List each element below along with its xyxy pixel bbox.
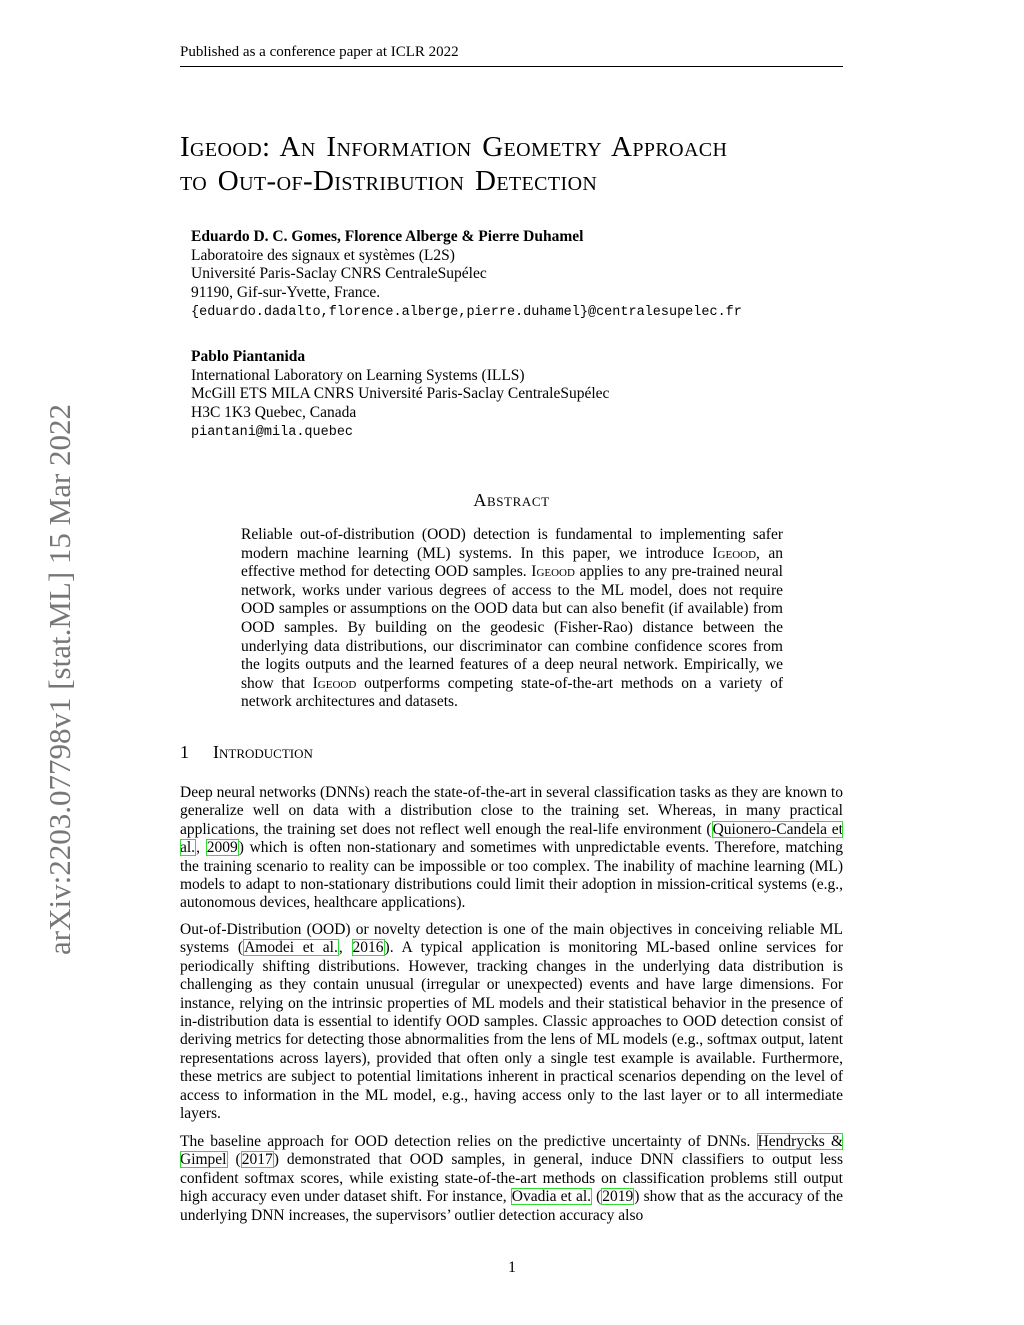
citation-link[interactable]: Ovadia et al.	[511, 1188, 592, 1206]
abstract-text: applies to any pre-trained neural network, works under various degrees of access to the ML model, does not require OOD samples or assumptions on the OOD data but can also benefit (if available) from OOD samples. By building on the geodesic (Fisher-Rao) distance between the underlying data distributions, our discriminator can combine confidence scores from the logits outputs and the learned features of a deep neural network. Empirically, we show that	[241, 563, 783, 692]
affiliation-line: H3C 1K3 Quebec, Canada	[191, 403, 357, 421]
affiliation-line: Laboratoire des signaux et systèmes (L2S)	[191, 246, 455, 264]
paragraph-text: (	[227, 1151, 241, 1169]
author-block-1	[191, 228, 831, 323]
author-email[interactable]: {eduardo.dadalto,florence.alberge,pierre.duhamel}@centralesupelec.fr	[191, 305, 742, 321]
abstract-text: outperforms competing state-of-the-art methods on a variety of network architectures and datasets.	[241, 674, 784, 711]
author-block-2	[191, 348, 831, 443]
running-header: Published as a conference paper at ICLR 2022	[180, 44, 843, 67]
affiliation-line: 91190, Gif-sur-Yvette, France.	[191, 283, 381, 301]
section-number: 1	[180, 742, 189, 762]
method-name: Igeood	[531, 563, 575, 581]
paragraph-text: (	[592, 1188, 602, 1206]
section-title: Introduction	[213, 742, 313, 762]
citation-year-link[interactable]: 2016	[352, 939, 384, 957]
abstract-text: Reliable out-of-distribution (OOD) detection is fundamental to implementing safer modern machine learning (ML) systems. In this paper, we introduce	[241, 526, 783, 562]
abstract-heading: Abstract	[473, 490, 550, 510]
paper-title	[180, 130, 850, 198]
intro-paragraph-1	[180, 784, 843, 913]
citation-link[interactable]: Amodei et al.	[244, 939, 338, 957]
affiliation-line: International Laboratory on Learning Systems (ILLS)	[191, 366, 525, 384]
method-name: Igeood	[312, 674, 357, 692]
title-line-2: to Out-of-Distribution Detection	[180, 165, 598, 197]
paragraph-text: The baseline approach for OOD detection relies on the predictive uncertainty of DNNs.	[180, 1133, 757, 1150]
paragraph-text: ) which is often non-stationary and sometimes with unpredictable events. Therefore, matching the training scenario to reality can be impossible or too complex. The inability of machine learning (ML) models to adapt to non-stationary distributions could limit their adoption in mission-critical systems (e.g., autonomous devices, healthcare applications).	[180, 839, 844, 912]
arxiv-stamp: arXiv:2203.07798v1 [stat.ML] 15 Mar 2022	[42, 403, 77, 955]
method-name: Igeood	[712, 544, 757, 562]
paragraph-text: ). A typical application is monitoring ML-based online services for periodically shifting distributions. However, tracking changes in the underlying data distribution is challenging as they contain unusual (irregular or unexpected) events and have large dimensions. For instance, relying on the intrinsic properties of ML models and their statistical behavior in the presence of in-distribution data is essential to identify OOD samples. Classic approaches to OOD detection consist of deriving metrics for detecting those abnormalities from the lens of ML models (e.g., softmax output, latent representations across layers), provided that often only a single test example is available. Furthermore, these metrics are subject to potential limitations inherent in practical scenarios depending on the level of access to information in the ML model, e.g., having access only to the last layer or to all intermediate layers.	[180, 939, 844, 1123]
citation-link[interactable]: Hendrycks & Gimpel	[180, 1133, 843, 1169]
abstract-text: , an effective method for detecting OOD samples.	[241, 544, 783, 581]
author-names: Pablo Piantanida	[191, 348, 306, 365]
paragraph-text: ) demonstrated that OOD samples, in general, induce DNN classifiers to output less confident softmax scores, while existing state-of-the-art methods on classification problems still output high accuracy even under dataset shift. For instance,	[180, 1151, 843, 1206]
page-number: 1	[508, 1259, 516, 1276]
author-email[interactable]: piantani@mila.quebec	[191, 425, 354, 441]
author-names: Eduardo D. C. Gomes, Florence Alberge & Pierre Duhamel	[191, 228, 584, 245]
citation-link[interactable]: Quionero-Candela et al.	[180, 820, 843, 857]
paragraph-text: ) show that as the accuracy of the underlying DNN increases, the supervisors’ outlier detection accuracy also	[180, 1188, 843, 1224]
affiliation-line: Université Paris-Saclay CNRS CentraleSupélec	[191, 265, 487, 283]
intro-paragraph-3	[180, 1133, 843, 1225]
abstract-body	[241, 526, 783, 712]
section-heading	[180, 742, 313, 763]
paragraph-text: Out-of-Distribution (OOD) or novelty detection is one of the main objectives in conceiving reliable ML systems (	[180, 921, 843, 957]
citation-year-link[interactable]: 2017	[241, 1151, 273, 1169]
paragraph-text: ,	[196, 839, 206, 857]
citation-year-link[interactable]: 2019	[602, 1188, 634, 1206]
citation-year-link[interactable]: 2009	[206, 839, 238, 857]
paragraph-text: Deep neural networks (DNNs) reach the state-of-the-art in several classification tasks as they are known to generalize well on data with a distribution close to the training set. Whereas, in many practical applications, the training set does not reflect well enough the real-life environment (	[180, 784, 843, 838]
title-line-1: Igeood: An Information Geometry Approach	[180, 131, 728, 163]
intro-paragraph-2	[180, 921, 843, 1123]
paragraph-text: ,	[338, 939, 352, 957]
affiliation-line: McGill ETS MILA CNRS Université Paris-Saclay CentraleSupélec	[191, 385, 610, 403]
